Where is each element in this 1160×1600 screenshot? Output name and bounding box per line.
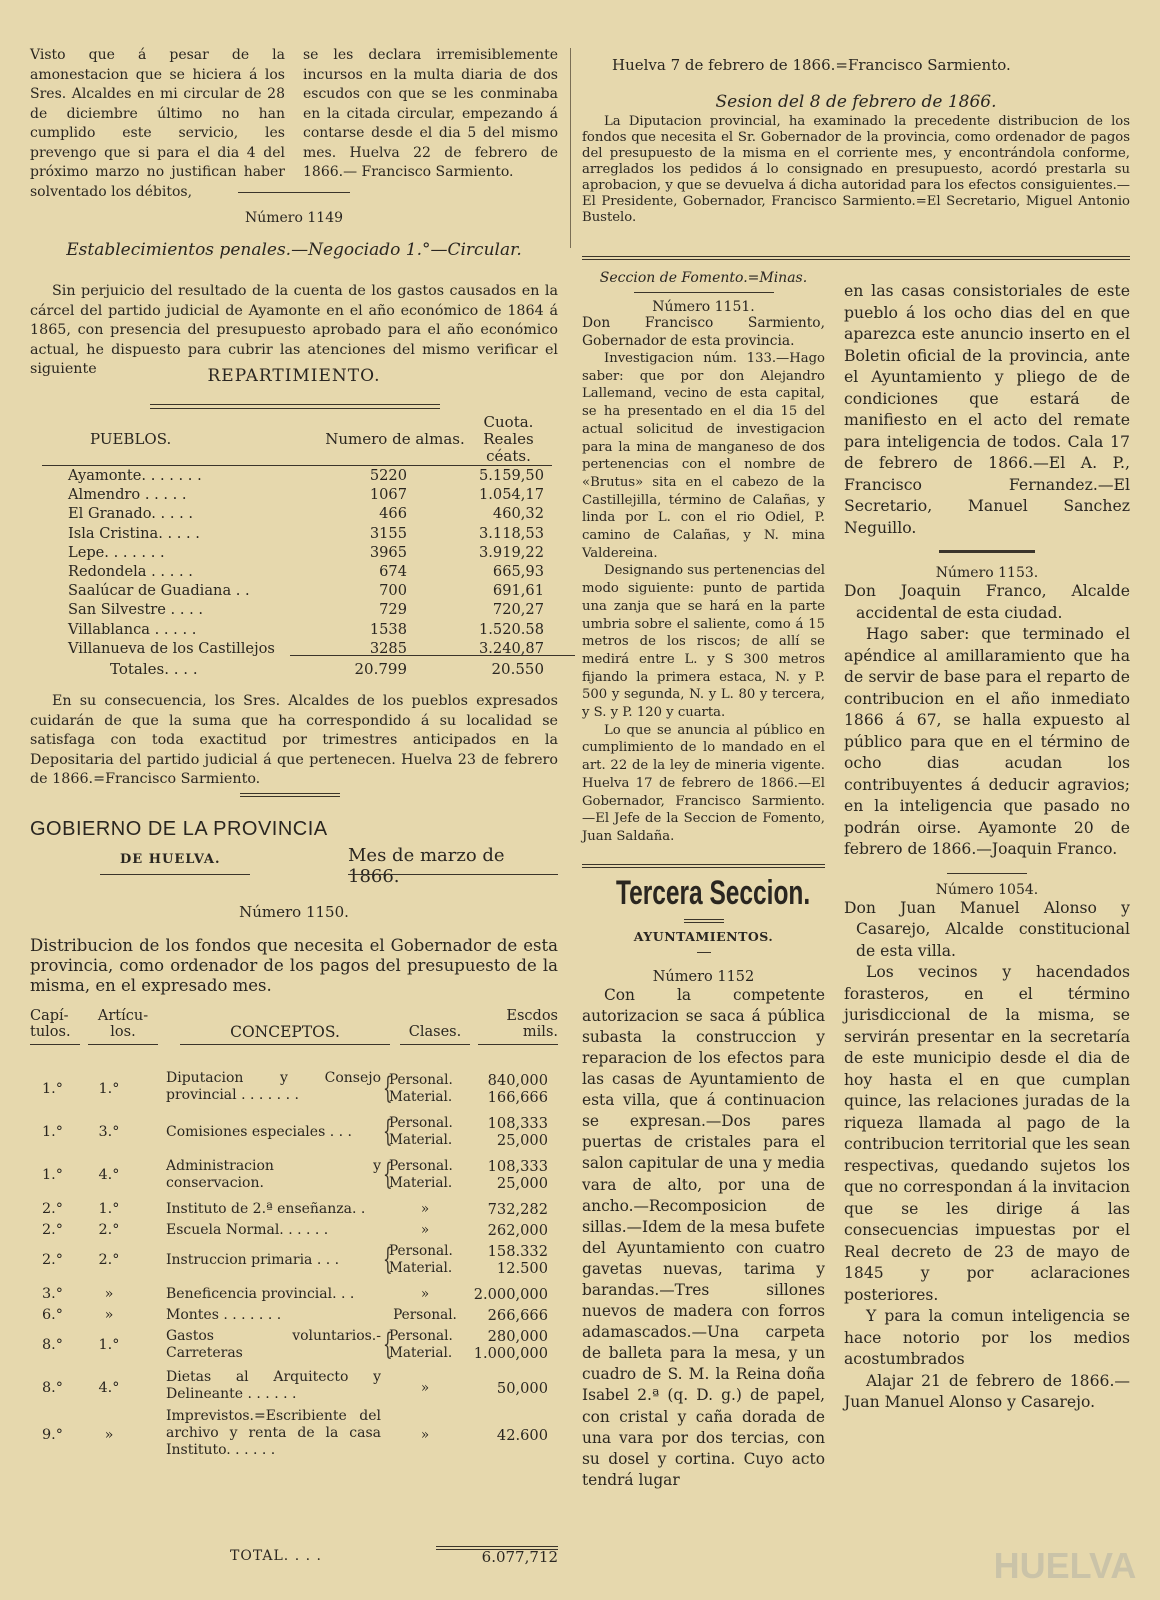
almas-value: 729 — [379, 601, 407, 619]
clase-item: » — [420, 1285, 430, 1302]
escudos — [461, 1328, 548, 1362]
repartimiento-title: REPARTIMIENTO. — [207, 366, 381, 386]
separator — [697, 952, 711, 953]
escudos-item: 2.000,000 — [473, 1285, 548, 1303]
number-1054: Número 1054. — [935, 881, 1039, 898]
escudos-item: 732,282 — [487, 1200, 548, 1218]
text-sesion: La Diputacion provincial, ha examinado la precedente distribucion de los fondos que necesita el Sr. Gobernador de la provincia, como ordenador de pagos del presupuesto de la misma en el corriente mes, y encontrándola conforme, arreglados los pedidos á lo consignado en presupuesto, acordó prestarla su aprobacion, y que se devuelva á dicha autoridad para los efectos consiguientes.—El Presidente, Gobernador, Francisco Sarmiento.=El Secretario, Miguel Antonio Bustelo. — [582, 114, 1130, 225]
clase-item: Personal. — [389, 1072, 453, 1088]
col-capitulos — [30, 1008, 80, 1045]
art-label-2: los. — [110, 1024, 136, 1040]
clase-item: Material. — [389, 1345, 453, 1361]
intro-left-text: Visto que á pesar de la amonestacion que se hiciera á los Sres. Alcaldes en mi circular de 28 de diciembre último no han cumplido este servicio, les prevengo que si para el dia 4 del próximo marzo no justifican haber solventado los débitos, — [30, 47, 285, 200]
cuota-unit-label: Reales céats. — [483, 430, 534, 465]
dist-header — [30, 1008, 558, 1045]
escudos — [461, 1222, 548, 1239]
text-1153-body: Hago saber: que terminado el apéndice al amillaramiento que ha de servir de base para el reparto de contribucion en el año inmediato 1866 á 67, se halla expuesto al público para que en el término de ocho dias acudan los contribuyentes á deducir agravios; en la inteligencia que pasado no podrán oirse. Ayamonte 20 de febrero de 1866.—Joaquin Franco. — [844, 625, 1130, 858]
separator — [947, 873, 1027, 874]
dist-total-value: 6.077,712 — [481, 1548, 558, 1566]
almas-value: 1067 — [369, 486, 407, 504]
intro-right-text: se les declara irremisiblemente incursos en la multa diaria de dos escudos con que se les conminaba en la citada circular, empezando á contarse desde el dia 5 del mismo mes. Huelva 22 de febrero de 1866.— Francisco Sarmiento. — [303, 47, 558, 180]
number-1153: Número 1153. — [935, 565, 1039, 581]
col-cuota — [465, 414, 552, 466]
concepto: Beneficencia provincial. . . — [166, 1285, 355, 1302]
table-row — [42, 524, 552, 543]
table-row — [42, 581, 552, 600]
capitulo: 2.° — [42, 1221, 63, 1238]
column-divider — [570, 48, 571, 248]
art-label: Artícu- — [97, 1008, 149, 1024]
huelva-signature: Huelva 7 de febrero de 1866.=Francisco Sarmiento. — [612, 56, 1011, 74]
clase — [389, 1307, 461, 1324]
table-row — [30, 1156, 558, 1194]
col-conceptos: CONCEPTOS. — [180, 1024, 390, 1045]
table-row — [30, 1408, 558, 1462]
brace-icon: { — [383, 1327, 393, 1362]
clase-item: Personal. — [389, 1328, 453, 1344]
text-1149: Sin perjuicio del resultado de la cuenta de los gastos causados en la cárcel del partido judicial de Ayamonte en el año económico de 1864 á 1865, con presencia del presupuesto aprobado para el año económico actual, he dispuesto para cubrir las atenciones del mismo verificar el siguiente — [30, 283, 558, 377]
clase — [389, 1380, 461, 1397]
table-row — [30, 1369, 558, 1407]
escudos-item: 262,000 — [487, 1221, 548, 1239]
number-1152: Número 1152 — [652, 968, 755, 985]
capitulo: 1.° — [42, 1123, 63, 1140]
text-1152-body: Con la competente autorizacion se saca á pública subasta la construccion y reparacion de los efectos para las casas de Ayuntamiento de esta villa, que á continuacion se expresan.—Dos pares puertas de cristales para el salon capitular de una y media vara de alto, por una de ancho.—Recomposicion de sillas.—Idem de la mesa bufete del Ayuntamiento con cuatro gavetas nuevas, tarima y barandas.—Tres sillones nuevos de madera con forros adamascados.—Una carpeta de balleta para la mesa, y un cuadro de S. M. la Reina doña Isabel 2.ª (q. D. g.) de papel, con cristal y caña dorada de una vara por dos tercias, con su dosel y cortina. Cuyo acto tendrá lugar — [582, 985, 825, 1489]
escudos-item: 280,000 — [487, 1328, 548, 1345]
clase-item: » — [420, 1200, 430, 1217]
cap-label-2: tulos. — [30, 1024, 71, 1040]
concepto: Instruccion primaria . . . — [166, 1251, 340, 1268]
clase — [389, 1243, 461, 1277]
separator — [582, 256, 1130, 260]
clase-item: Material. — [389, 1089, 453, 1105]
escudos-item: 12.500 — [496, 1260, 548, 1277]
gobierno-title: GOBIERNO DE LA PROVINCIA — [30, 818, 328, 840]
almas-value: 5220 — [369, 467, 407, 484]
separator — [634, 292, 774, 293]
clase — [389, 1072, 461, 1106]
clase-item: Material. — [389, 1260, 453, 1276]
clase — [389, 1158, 461, 1192]
table-row — [30, 1305, 558, 1325]
concepto: Administracion y conservacion. — [166, 1158, 381, 1191]
articulo: 4.° — [98, 1379, 120, 1396]
text-1151-points: Designando sus pertenencias del modo siguiente: punto de partida una zanja que se hará en la parte umbria sobre el saliente, como á 15 metros de los riscos; de allí se medirá entre L. y S 300 metros fijando la primera estaca, N. y P. 500 y segunda, N. y L. 80 y tercera, y S. y P. 120 y cuarta. — [582, 563, 825, 721]
text-1054-notice: Y para la comun inteligencia se hace notorio por los medios acostumbrados — [844, 1307, 1130, 1368]
concepto: Escuela Normal. . . . . . — [166, 1221, 329, 1238]
table-row — [30, 1070, 558, 1108]
escudos-item: 158.332 — [487, 1243, 548, 1260]
escudos — [461, 1380, 548, 1397]
articulo: 1.° — [98, 1200, 120, 1217]
articulo: » — [104, 1306, 114, 1323]
pueblo-name: Lepe. . . . . . . — [68, 543, 165, 561]
clase-item: Personal. — [389, 1158, 453, 1174]
text-1054-title: Don Juan Manuel Alonso y Casarejo, Alcalde constitucional de esta villa. — [844, 898, 1130, 960]
clase-item: Material. — [389, 1132, 453, 1148]
escudos — [461, 1072, 548, 1106]
dist-total-label: TOTAL. . . . — [230, 1548, 322, 1564]
separator — [100, 874, 250, 875]
separator — [348, 874, 558, 875]
escudos — [461, 1201, 548, 1218]
almas-value: 674 — [379, 563, 407, 581]
pueblo-name: Almendro . . . . . — [68, 486, 187, 504]
table-row — [42, 562, 552, 581]
right-column — [582, 0, 1137, 1600]
brace-icon: { — [383, 1071, 393, 1106]
total-rule — [290, 655, 575, 656]
concepto: Diputacion y Consejo provincial . . . . . . . — [166, 1070, 381, 1103]
watermark-logo: HUELVA — [993, 1545, 1137, 1586]
almas-value: 700 — [379, 582, 407, 600]
table-row — [30, 1326, 558, 1364]
cuota-value: 665,93 — [492, 563, 544, 581]
escudos-item: 166,666 — [487, 1089, 548, 1106]
escudos — [461, 1286, 548, 1303]
cuota-value: 720,27 — [492, 601, 544, 619]
escudos-item: 266,666 — [487, 1306, 548, 1324]
pueblo-name: San Silvestre . . . . — [68, 601, 204, 619]
almas-value: 3155 — [369, 524, 407, 542]
rep-total-cuota: 20.550 — [491, 660, 544, 678]
capitulo: 2.° — [42, 1200, 63, 1217]
gobierno-subtitle: DE HUELVA. — [120, 852, 221, 867]
repartimiento-rows — [42, 466, 552, 658]
clase-item: Personal. — [389, 1243, 453, 1259]
right-subcolumn-1 — [582, 270, 825, 1491]
cuota-value: 1.054,17 — [479, 486, 544, 504]
cuota-value: 3.919,22 — [479, 543, 544, 561]
almas-value: 466 — [379, 505, 407, 523]
tercera-seccion-title: Tercera Seccion. — [616, 873, 811, 912]
almas-value: 1538 — [369, 620, 407, 638]
separator — [939, 550, 1035, 553]
col-articulos — [88, 1008, 158, 1045]
articulo: 1.° — [98, 1336, 120, 1353]
clase-item: » — [420, 1426, 430, 1443]
clase-item: Personal. — [389, 1115, 453, 1131]
separator — [582, 864, 825, 868]
cuota-value: 1.520.58 — [479, 620, 544, 638]
articulo: 3.° — [98, 1123, 120, 1140]
cuota-value: 5.159,50 — [479, 467, 544, 484]
concepto: Montes . . . . . . . — [166, 1306, 282, 1323]
text-1151-title: Don Francisco Sarmiento, Gobernador de esta provincia. — [582, 315, 825, 349]
clase — [389, 1201, 461, 1218]
escudos — [461, 1158, 548, 1192]
cuota-value: 460,32 — [492, 505, 544, 523]
clase — [389, 1115, 461, 1149]
separator — [238, 192, 350, 193]
col-almas: Numero de almas. — [325, 414, 465, 466]
text-1054-body: Los vecinos y hacendados forasteros, en el término jurisdiccional de la misma, se servirán presentar en la secretaría de este municipio desde el dia de hoy hasta el en que cumplan quince, las relaciones juradas de la riqueza llamada al pago de la contribucion territorial que les sean respectivas, quedando sujetos los que no correspondan á la invitacion que se les dirige á las consecuencias impuestas por el Real decreto de 23 de mayo de 1845 y por aclaraciones posteriores. — [844, 963, 1130, 1304]
ayuntamientos-heading: AYUNTAMIENTOS. — [633, 928, 774, 944]
almas-value: 3285 — [369, 639, 407, 657]
clase-item: » — [420, 1221, 430, 1238]
capitulo: 9.° — [42, 1426, 63, 1443]
clase — [389, 1328, 461, 1362]
left-column — [30, 0, 558, 1600]
text-1150: Distribucion de los fondos que necesita el Gobernador de esta provincia, como ordenador de los pagos del presupuesto de la misma, en el expresado mes. — [30, 936, 558, 995]
clase-item: Personal. — [393, 1306, 457, 1323]
clase-item: Material. — [389, 1175, 453, 1191]
pueblo-name: Villablanca . . . . . — [68, 620, 197, 638]
concepto: Dietas al Arquitecto y Delineante . . . . . . — [166, 1369, 381, 1402]
pueblo-name: Ayamonte. . . . . . . — [68, 467, 202, 484]
cuota-value: 3.240,87 — [479, 639, 544, 657]
escudos — [461, 1427, 548, 1444]
heading-1149: Establecimientos penales.—Negociado 1.°—Circular. — [66, 240, 522, 260]
intro-block — [30, 46, 558, 202]
table-row — [30, 1113, 558, 1151]
text-1153-title: Don Joaquin Franco, Alcalde accidental de esta ciudad. — [844, 582, 1130, 622]
rep-total-label: Totales. . . . — [110, 660, 198, 678]
clase — [389, 1427, 461, 1444]
pueblo-name: Villanueva de los Castillejos — [68, 639, 275, 657]
number-1149: Número 1149 — [244, 210, 344, 226]
cap-label: Capí- — [30, 1008, 69, 1024]
capitulo: 6.° — [42, 1306, 63, 1323]
separator — [240, 793, 340, 797]
table-row — [42, 485, 552, 504]
col-pueblos: PUEBLOS. — [42, 414, 325, 466]
table-row — [42, 504, 552, 523]
text-1151-body: Investigacion núm. 133.—Hago saber: que por don Alejandro Lallemand, vecino de esta capital, se ha presentado en el dia 15 del actual solicitud de investigacion para la mina de manganeso de dos pertenencias con el nombre de «Brutus» sita en el cabezo de la Castillejilla, término de Calañas, y linda por L. con el rio Odiel, P. camino de Calañas, y N. mina Valdereina. — [582, 351, 825, 561]
escudos — [461, 1243, 548, 1277]
cuota-value: 691,61 — [492, 582, 544, 600]
separator — [684, 919, 724, 923]
articulo: 1.° — [98, 1080, 120, 1097]
escudos-item: 1.000,000 — [473, 1345, 548, 1362]
table-row — [42, 620, 552, 639]
capitulo: 3.° — [42, 1285, 63, 1302]
text-1054-signature: Alajar 21 de febrero de 1866.—Juan Manuel Alonso y Casarejo. — [844, 1371, 1130, 1411]
text-consecuencia: En su consecuencia, los Sres. Alcaldes de los pueblos expresados cuidarán de que la suma que ha correspondido á su localidad se satisfaga con toda exactitud por trimestres anticipados en la Depositaria del partido judicial á que pertenecen. Huelva 23 de febrero de 1866.=Francisco Sarmiento. — [30, 693, 558, 787]
capitulo: 2.° — [42, 1251, 63, 1268]
table-row — [42, 600, 552, 619]
sesion-heading: Sesion del 8 de febrero de 1866. — [715, 92, 997, 112]
pueblo-name: Saalúcar de Guadiana . . — [68, 582, 250, 600]
capitulo: 1.° — [42, 1080, 63, 1097]
number-1150: Número 1150. — [239, 903, 349, 921]
table-row — [42, 466, 552, 485]
brace-icon: { — [383, 1242, 393, 1277]
escudos-item: 42.600 — [496, 1426, 548, 1444]
right-subcolumn-2 — [844, 280, 1130, 1414]
brace-icon: { — [383, 1157, 393, 1192]
pueblo-name: Isla Cristina. . . . . — [68, 524, 200, 542]
brace-icon: { — [383, 1114, 393, 1149]
gobierno-mes: Mes de marzo de 1866. — [348, 845, 505, 887]
escudos-item: 108,333 — [487, 1115, 548, 1132]
articulo: 2.° — [98, 1251, 120, 1268]
clase — [389, 1286, 461, 1303]
text-1152-cont: en las casas consistoriales de este pueblo á los ocho dias del en que aparezca este anuncio inserto en el Boletin oficial de la provincia, ante el Ayuntamiento y pliego de de condiciones que estará de manifiesto en el acto del remate para inteligencia de todos. Cala 17 de febrero de 1866.—El A. P., Francisco Fernandez.—El Secretario, Manuel Sanchez Neguillo. — [844, 281, 1130, 537]
table-row — [30, 1241, 558, 1279]
fomento-heading: Seccion de Fomento.=Minas. — [599, 270, 808, 286]
table-row — [42, 543, 552, 562]
articulo: » — [104, 1285, 114, 1302]
escudos — [461, 1115, 548, 1149]
concepto: Instituto de 2.ª enseñanza. . — [166, 1200, 366, 1217]
pueblo-name: El Granado. . . . . — [68, 505, 194, 523]
articulo: 2.° — [98, 1221, 120, 1238]
concepto: Gastos voluntarios.-Carreteras — [166, 1328, 381, 1361]
articulo: 4.° — [98, 1166, 120, 1183]
capitulo: 8.° — [42, 1379, 63, 1396]
escudos-item: 108,333 — [487, 1158, 548, 1175]
col-escudos: Escdos mils. — [478, 1008, 558, 1045]
number-1151: Número 1151. — [652, 299, 755, 315]
articulo: » — [104, 1426, 114, 1443]
table-header — [42, 414, 552, 466]
col-clases: Clases. — [400, 1024, 470, 1045]
escudos-item: 840,000 — [487, 1072, 548, 1089]
table-row — [30, 1199, 558, 1219]
table-row — [30, 1220, 558, 1240]
escudos-item: 25,000 — [496, 1132, 548, 1149]
escudos-item: 50,000 — [496, 1379, 548, 1397]
pueblo-name: Redondela . . . . . — [68, 563, 193, 581]
escudos — [461, 1307, 548, 1324]
rep-total-almas: 20.799 — [354, 660, 407, 678]
cuota-label: Cuota. — [483, 413, 534, 431]
text-1151-close: Lo que se anuncia al público en cumplimiento de lo mandado en el art. 22 de la ley de mineria vigente. Huelva 17 de febrero de 1866.—El Gobernador, Francisco Sarmiento.—El Jefe de la Seccion de Fomento, Juan Saldaña. — [582, 722, 825, 844]
clase-item: » — [420, 1379, 430, 1396]
ornament-rule — [150, 404, 440, 409]
table-row — [30, 1284, 558, 1304]
rep-total-row — [42, 660, 552, 678]
cuota-value: 3.118,53 — [479, 524, 544, 542]
concepto: Imprevistos.=Escribiente del archivo y renta de la casa Instituto. . . . . . — [166, 1408, 381, 1458]
clase — [389, 1222, 461, 1239]
almas-value: 3965 — [369, 543, 407, 561]
capitulo: 8.° — [42, 1336, 63, 1353]
capitulo: 1.° — [42, 1166, 63, 1183]
distribucion-rows — [30, 1070, 558, 1463]
escudos-item: 25,000 — [496, 1175, 548, 1192]
concepto: Comisiones especiales . . . — [166, 1123, 352, 1140]
